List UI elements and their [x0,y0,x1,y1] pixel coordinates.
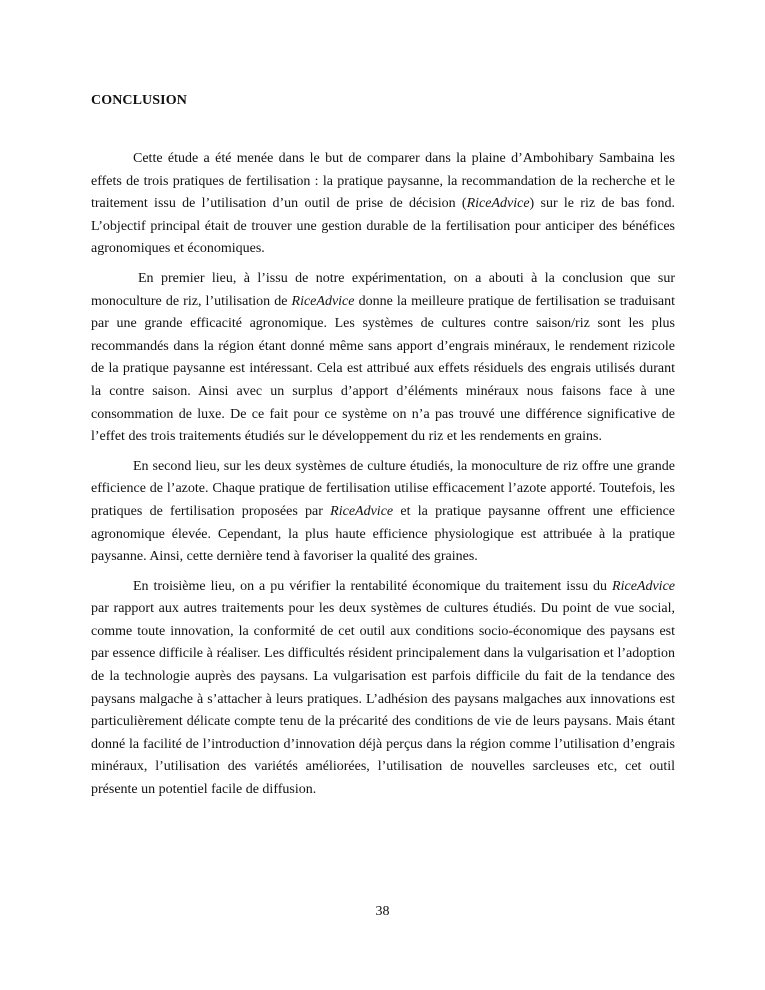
italic-term: RiceAdvice [330,503,394,519]
text-run: et la pratique paysanne offrent une efficience agronomique élevée. Cependant, la plus haute efficience physiologique est attribuée à la pratique paysanne. Ainsi, cette dernière tend à favoriser la qualité des graines. [91,503,675,565]
italic-term: RiceAdvice [291,293,355,309]
paragraph [91,576,675,802]
text-run: En premier lieu, à l’issu de notre expérimentation, on a abouti à la conclusion que sur monoculture de riz, l’utilisation de [91,270,675,309]
italic-term: RiceAdvice [466,196,530,212]
paragraph [91,268,675,449]
text-run: par rapport aux autres traitements pour les deux systèmes de cultures étudiés. Du point de vue social, comme toute innovation, la conformité de cet outil aux conditions socio-économique des paysans est par essence difficile à réaliser. Les difficultés résident principalement dans la vulgarisation et l’adoption de la technologie auprès des paysans. La vulgarisation est parfois difficile du fait de la tendance des paysans malgache à s’attacher à leurs pratiques. L’adhésion des paysans malgaches aux innovations est particulièrement délicate compte tenu de la précarité des conditions de vie de leurs paysans. Mais étant donné la facilité de l’introduction d’innovation déjà perçus dans la région comme l’utilisation d’engrais minéraux, l’utilisation des variétés améliorées, l’utilisation de nouvelles sarcleuses etc, cet outil présente un potentiel facile de diffusion. [91,601,675,798]
text-run: En troisième lieu, on a pu vérifier la rentabilité économique du traitement issu du [133,578,613,594]
italic-term: RiceAdvice [612,578,675,594]
page-number: 38 [375,904,390,919]
section-heading: CONCLUSION [91,93,187,108]
text-run: donne la meilleure pratique de fertilisation se traduisant par une grande efficacité agronomique. Les systèmes de cultures contre saison/riz sont les plus recommandés dans la région étant donné même sans apport d’engrais minéraux, le rendement rizicole de la pratique paysanne est intéressant. Cela est attribué aux effets résiduels des engrais utilisés durant la contre saison. Ainsi avec un surplus d’apport d’éléments minéraux nous faisons face à une consommation de luxe. De ce fait pour ce système on n’a pas trouvé une différence significative de l’effet des trois traitements étudiés sur le développement du riz et les rendements en grains. [91,293,675,445]
paragraph [91,456,675,569]
conclusion-body [91,148,675,809]
text-run: Cette étude a été menée dans le but de comparer dans la plaine d’Ambohibary Sambaina les effets de trois pratiques de fertilisation : la pratique paysanne, la recommandation de la recherche et le traitement issu de l’utilisation d’un outil de prise de décision ( [91,151,675,212]
paragraph [91,148,675,261]
text-run: ) sur le riz de bas fond. L’objectif principal était de trouver une gestion durable de la fertilisation pour anticiper des bénéfices agronomiques et économiques. [91,196,675,257]
text-run: En second lieu, sur les deux systèmes de culture étudiés, la monoculture de riz offre une grande efficience de l’azote. Chaque pratique de fertilisation utilise efficacement l’azote apporté. Toutefois, les pratiques de fertilisation proposées par [91,458,675,519]
